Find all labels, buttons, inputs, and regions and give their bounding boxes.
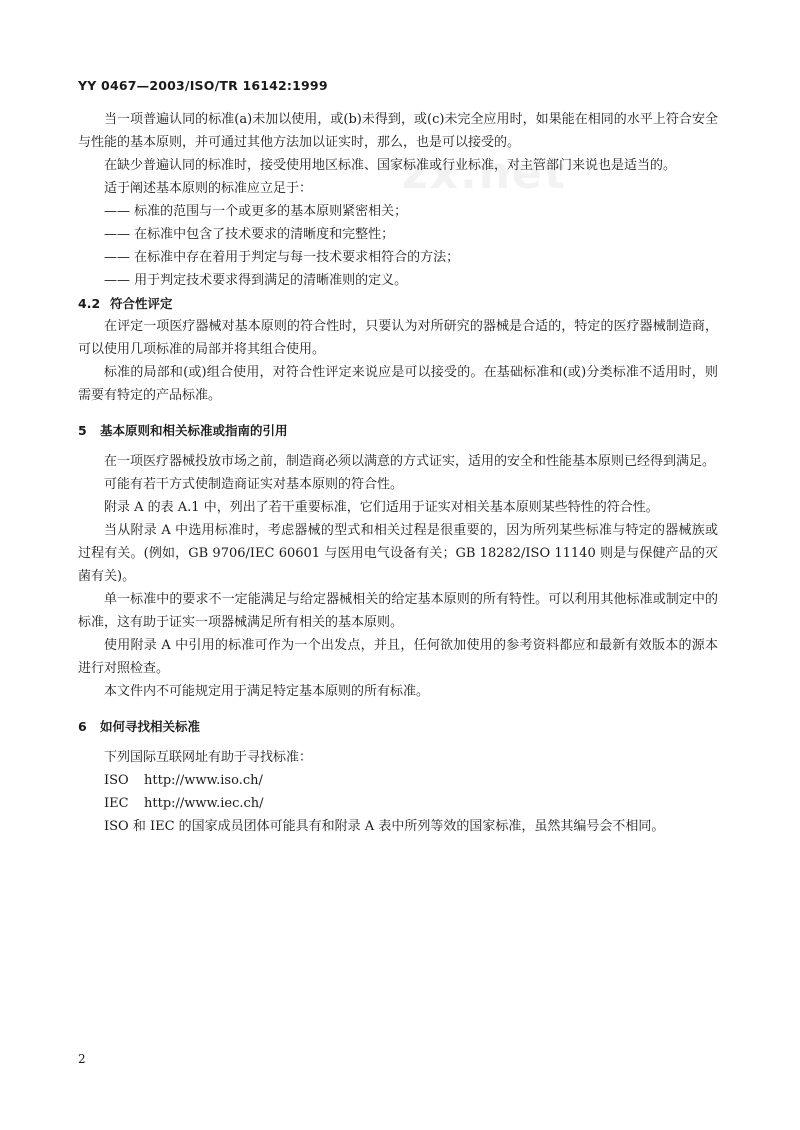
- dash-list-item: —— 标准的范围与一个或更多的基本原则紧密相关；: [104, 204, 408, 219]
- url-line-iec: [78, 792, 718, 815]
- section-heading-5: [78, 419, 718, 442]
- paragraph: 当从附录 A 中选用标准时，考虑器械的型式和相关过程是很重要的，因为所列某些标准与特定的器械族或过程有关。(例如，GB 9706/IEC 60601 与医用电气设备有关；GB 18282/ISO 11140 则是与保健产品的灭菌有关)。: [78, 523, 718, 584]
- document-body: [78, 108, 718, 838]
- subsection-heading-4-2: [78, 292, 718, 315]
- paragraph: 下列国际互联网址有助于寻找标准：: [104, 750, 313, 765]
- paragraph: 在缺少普遍认同的标准时，接受使用地区标准、国家标准或行业标准，对主管部门来说也是适当的。: [104, 158, 677, 173]
- paragraph: 适于阐述基本原则的标准应立足于：: [104, 181, 313, 196]
- subsection-title: 符合性评定: [110, 296, 173, 311]
- section-title: 基本原则和相关标准或指南的引用: [100, 423, 288, 438]
- dash-list-item: —— 用于判定技术要求得到满足的清晰准则的定义。: [104, 273, 408, 288]
- paragraph: 在评定一项医疗器械对基本原则的符合性时，只要认为对所研究的器械是合适的，特定的医疗器械制造商，可以使用几项标准的局部并将其组合使用。: [78, 319, 718, 357]
- document-header: YY 0467—2003/ISO/TR 16142:1999: [78, 78, 328, 93]
- org-label: IEC: [104, 796, 129, 811]
- page-number: 2: [78, 1052, 86, 1066]
- paragraph: 附录 A 的表 A.1 中，列出了若干重要标准，它们适用于证实对相关基本原则某些特性的符合性。: [104, 500, 659, 515]
- section-title: 如何寻找相关标准: [100, 719, 201, 734]
- paragraph: 可能有若干方式使制造商证实对基本原则的符合性。: [104, 477, 404, 492]
- section-number: 5: [78, 423, 87, 438]
- dash-list-item: —— 在标准中存在着用于判定与每一技术要求相符合的方法；: [104, 250, 460, 265]
- url-line-iso: [78, 769, 718, 792]
- paragraph: 使用附录 A 中引用的标准可作为一个出发点，并且，任何欲加使用的参考资料都应和最新有效版本的源本进行对照检查。: [78, 638, 718, 676]
- watermark: zx.net: [402, 148, 567, 199]
- subsection-number: 4.2: [78, 296, 101, 311]
- paragraph: ISO 和 IEC 的国家成员团体可能具有和附录 A 表中所列等效的国家标准，虽然其编号会不相同。: [104, 819, 665, 834]
- dash-list-item: —— 在标准中包含了技术要求的清晰度和完整性；: [104, 227, 395, 242]
- section-heading-6: [78, 715, 718, 738]
- url-link[interactable]: http://www.iso.ch/: [144, 773, 263, 788]
- paragraph: 本文件内不可能规定用于满足特定基本原则的所有标准。: [104, 684, 430, 699]
- org-label: ISO: [104, 773, 129, 788]
- section-number: 6: [78, 719, 87, 734]
- paragraph: 标准的局部和(或)组合使用，对符合性评定来说应是可以接受的。在基础标准和(或)分类标准不适用时，则需要有特定的产品标准。: [78, 365, 718, 403]
- paragraph: 单一标准中的要求不一定能满足与给定器械相关的给定基本原则的所有特性。可以利用其他标准或制定中的标准，这有助于证实一项器械满足所有相关的基本原则。: [78, 592, 718, 630]
- url-link[interactable]: http://www.iec.ch/: [144, 796, 264, 811]
- paragraph: 在一项医疗器械投放市场之前，制造商必须以满意的方式证实，适用的安全和性能基本原则已经得到满足。: [104, 454, 716, 469]
- paragraph: 当一项普遍认同的标准(a)未加以使用，或(b)未得到，或(c)未完全应用时，如果能在相同的水平上符合安全与性能的基本原则，并可通过其他方法加以证实时，那么，也是可以接受的。: [78, 112, 718, 150]
